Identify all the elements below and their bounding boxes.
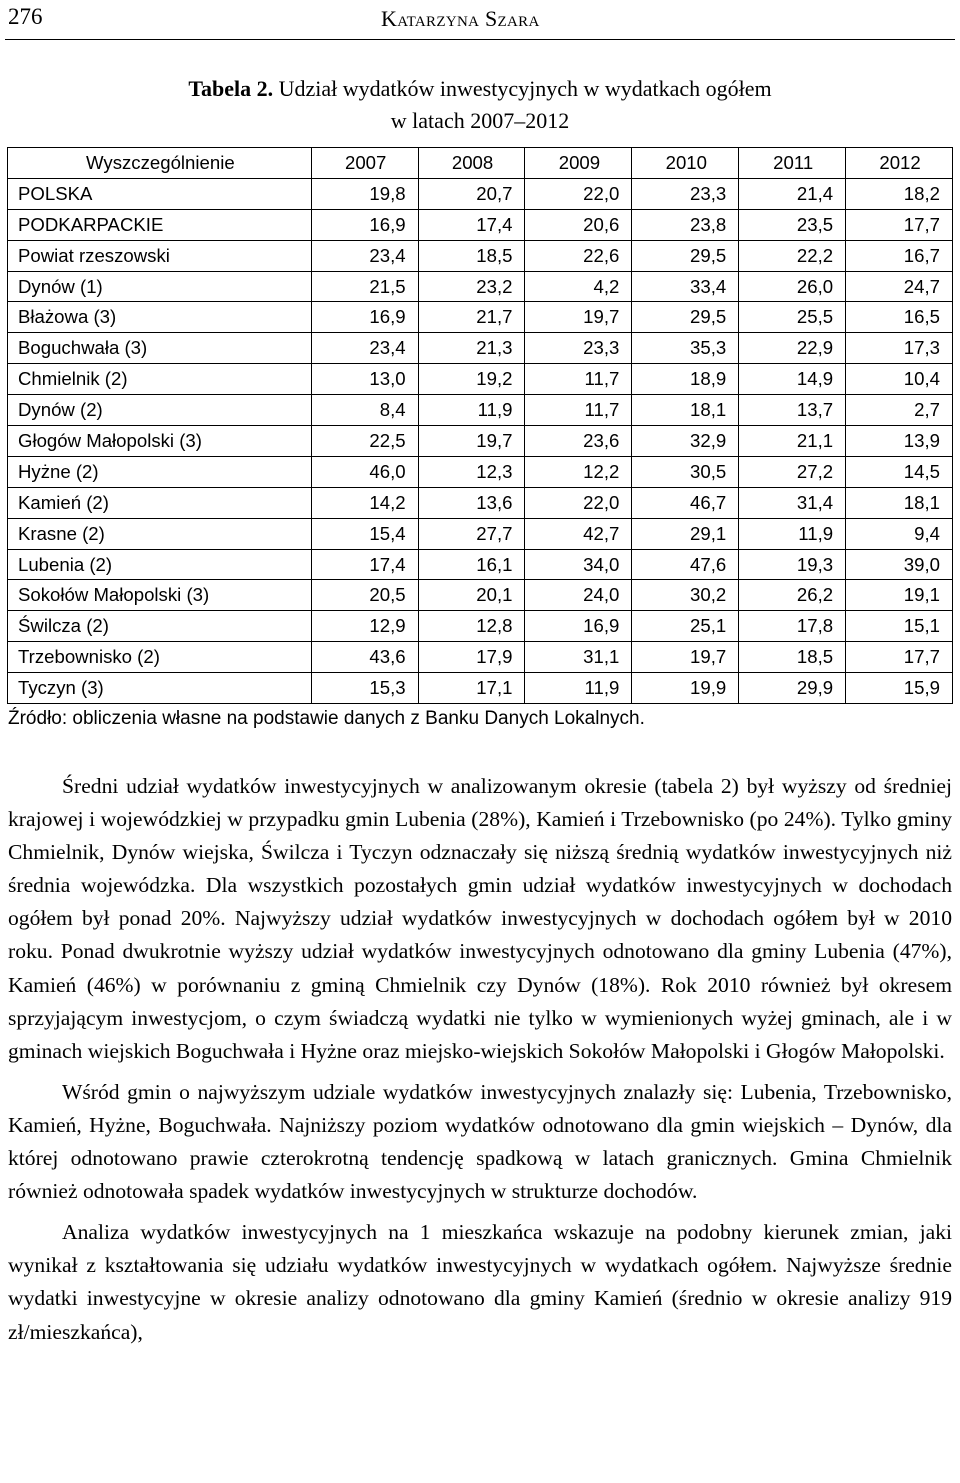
table-cell: 16,5 [846, 302, 953, 333]
table-cell: 13,9 [846, 426, 953, 457]
table-cell: 12,9 [311, 611, 418, 642]
table-cell: 46,7 [632, 487, 739, 518]
row-label: Kamień (2) [8, 487, 312, 518]
table-cell: 19,7 [525, 302, 632, 333]
table-row [8, 456, 953, 487]
table-cell: 17,4 [418, 209, 525, 240]
table-cell: 22,2 [739, 240, 846, 271]
table-cell: 11,9 [418, 395, 525, 426]
table-caption [0, 76, 960, 102]
table-cell: 29,5 [632, 302, 739, 333]
table-cell: 30,5 [632, 456, 739, 487]
table-row [8, 302, 953, 333]
table-cell: 23,3 [632, 178, 739, 209]
column-header-name: Wyszczególnienie [8, 148, 312, 179]
table-cell: 24,0 [525, 580, 632, 611]
body-paragraph: Analiza wydatków inwestycyjnych na 1 mieszkańca wskazuje na podobny kierunek zmian, jaki wynikał z kształtowania się udziału wydatków inwestycyjnych w wydatkach ogółem. Najwyższe średnie wydatki inwestycyjne w okresie analizy odnotowano dla gminy Kamień (średnio w okresie analizy 919 zł/mieszkańca), [8, 1220, 952, 1344]
table-row [8, 271, 953, 302]
table-cell: 15,9 [846, 673, 953, 704]
table-cell: 21,7 [418, 302, 525, 333]
table-cell: 19,7 [632, 642, 739, 673]
table-cell: 20,1 [418, 580, 525, 611]
table-cell: 33,4 [632, 271, 739, 302]
table-cell: 9,4 [846, 518, 953, 549]
table-cell: 16,1 [418, 549, 525, 580]
table-cell: 17,1 [418, 673, 525, 704]
table-cell: 22,6 [525, 240, 632, 271]
table-cell: 14,9 [739, 364, 846, 395]
table-cell: 39,0 [846, 549, 953, 580]
table-cell: 31,4 [739, 487, 846, 518]
row-label: Błażowa (3) [8, 302, 312, 333]
table-caption-label: Tabela 2. [188, 76, 274, 101]
table-cell: 18,5 [739, 642, 846, 673]
table-header-row [8, 148, 953, 179]
table-cell: 23,3 [525, 333, 632, 364]
table-cell: 43,6 [311, 642, 418, 673]
table-cell: 19,9 [632, 673, 739, 704]
table-cell: 8,4 [311, 395, 418, 426]
table-row [8, 487, 953, 518]
table-cell: 17,4 [311, 549, 418, 580]
table-cell: 16,9 [311, 302, 418, 333]
row-label: Hyżne (2) [8, 456, 312, 487]
column-header-year: 2012 [846, 148, 953, 179]
table-cell: 18,5 [418, 240, 525, 271]
table-row [8, 611, 953, 642]
row-label: Sokołów Małopolski (3) [8, 580, 312, 611]
table-row [8, 178, 953, 209]
table-row [8, 518, 953, 549]
table-cell: 23,2 [418, 271, 525, 302]
column-header-year: 2007 [311, 148, 418, 179]
running-head [8, 2, 954, 38]
column-header-year: 2008 [418, 148, 525, 179]
source-note: Źródło: obliczenia własne na podstawie danych z Banku Danych Lokalnych. [8, 708, 645, 729]
table-cell: 11,7 [525, 364, 632, 395]
table-cell: 22,5 [311, 426, 418, 457]
table-cell: 22,9 [739, 333, 846, 364]
body-text [8, 770, 952, 1357]
table-cell: 18,9 [632, 364, 739, 395]
row-label: Powiat rzeszowski [8, 240, 312, 271]
table-row [8, 364, 953, 395]
row-label: Krasne (2) [8, 518, 312, 549]
table-row [8, 395, 953, 426]
table-cell: 23,4 [311, 240, 418, 271]
table-cell: 46,0 [311, 456, 418, 487]
table-cell: 29,5 [632, 240, 739, 271]
table-cell: 29,9 [739, 673, 846, 704]
table-cell: 14,2 [311, 487, 418, 518]
table-caption-line2: w latach 2007–2012 [390, 108, 570, 133]
table-cell: 15,3 [311, 673, 418, 704]
row-label: Trzebownisko (2) [8, 642, 312, 673]
row-label: Tyczyn (3) [8, 673, 312, 704]
table-row [8, 240, 953, 271]
table-row [8, 673, 953, 704]
row-label: Lubenia (2) [8, 549, 312, 580]
table-cell: 21,4 [739, 178, 846, 209]
table-cell: 27,2 [739, 456, 846, 487]
table-cell: 17,7 [846, 209, 953, 240]
table-cell: 10,4 [846, 364, 953, 395]
table-cell: 21,3 [418, 333, 525, 364]
data-table [7, 147, 953, 704]
body-paragraph: Wśród gmin o najwyższym udziale wydatków inwestycyjnych znalazły się: Lubenia, Trzebownisko, Kamień, Hyżne, Boguchwała. Najniższy poziom wydatków odnotowano dla gmin wiejskich – Dynów, dla której odnotowano prawie czterokrotną tendencję spadkową w latach granicznych. Gmina Chmielnik również odnotowała spadek wydatków inwestycyjnych w strukturze dochodów. [8, 1079, 952, 1204]
table-cell: 42,7 [525, 518, 632, 549]
table-cell: 22,0 [525, 178, 632, 209]
body-paragraph: Średni udział wydatków inwestycyjnych w analizowanym okresie (tabela 2) był wyższy od średniej krajowej i wojewódzkiej w przypadku gmin Lubenia (28%), Kamień i Trzebownisko (po 24%). Tylko gminy Chmielnik, Dynów wiejska, Świlcza i Tyczyn odznaczały się niższą średnią wydatków inwestycyjnych niż średnia wojewódzka. Dla wszystkich pozostałych gmin udział wydatków inwestycyjnych w dochodach ogółem był ponad 20%. Najwyższy udział wydatków inwestycyjnych w dochodach ogółem był w 2010 roku. Ponad dwukrotnie wyższy udział wydatków inwestycyjnych odnotowano dla gminy Lubenia (47%), Kamień (46%) w porównaniu z gminą Chmielnik czy Dynów (18%). Rok 2010 również był okresem sprzyjającym inwestycjom, o czym świadczą wydatki nie tylko w wymienionych wyżej gminach, ale i w gminach wiejskich Boguchwała i Hyżne oraz miejsko-wiejskich Sokołów Małopolski i Głogów Małopolski. [8, 774, 952, 1063]
table-cell: 34,0 [525, 549, 632, 580]
table-cell: 25,1 [632, 611, 739, 642]
table-cell: 29,1 [632, 518, 739, 549]
table-cell: 11,7 [525, 395, 632, 426]
table-cell: 19,7 [418, 426, 525, 457]
table-cell: 27,7 [418, 518, 525, 549]
table-cell: 16,9 [525, 611, 632, 642]
table-cell: 23,4 [311, 333, 418, 364]
row-label: Głogów Małopolski (3) [8, 426, 312, 457]
table-cell: 13,0 [311, 364, 418, 395]
table-cell: 19,3 [739, 549, 846, 580]
row-label: Chmielnik (2) [8, 364, 312, 395]
table-cell: 20,6 [525, 209, 632, 240]
table-cell: 16,7 [846, 240, 953, 271]
table-cell: 15,1 [846, 611, 953, 642]
table-cell: 13,6 [418, 487, 525, 518]
row-label: PODKARPACKIE [8, 209, 312, 240]
running-head-author: Katarzyna Szara [381, 6, 540, 31]
row-label: Boguchwała (3) [8, 333, 312, 364]
column-header-year: 2009 [525, 148, 632, 179]
table-cell: 18,2 [846, 178, 953, 209]
table-cell: 14,5 [846, 456, 953, 487]
table-cell: 47,6 [632, 549, 739, 580]
table-cell: 22,0 [525, 487, 632, 518]
table-cell: 17,7 [846, 642, 953, 673]
table-cell: 35,3 [632, 333, 739, 364]
table-cell: 4,2 [525, 271, 632, 302]
table-cell: 25,5 [739, 302, 846, 333]
table-cell: 12,8 [418, 611, 525, 642]
header-rule [5, 39, 955, 40]
table-cell: 12,3 [418, 456, 525, 487]
table-cell: 31,1 [525, 642, 632, 673]
table-cell: 17,3 [846, 333, 953, 364]
column-header-year: 2011 [739, 148, 846, 179]
table-cell: 32,9 [632, 426, 739, 457]
row-label: Dynów (2) [8, 395, 312, 426]
table-body [8, 178, 953, 703]
table-cell: 26,0 [739, 271, 846, 302]
table-row [8, 426, 953, 457]
table-cell: 11,9 [525, 673, 632, 704]
table-cell: 12,2 [525, 456, 632, 487]
table-cell: 17,8 [739, 611, 846, 642]
table-cell: 20,7 [418, 178, 525, 209]
table-cell: 23,5 [739, 209, 846, 240]
row-label: Dynów (1) [8, 271, 312, 302]
table-cell: 16,9 [311, 209, 418, 240]
table-cell: 26,2 [739, 580, 846, 611]
table-cell: 18,1 [846, 487, 953, 518]
row-label: POLSKA [8, 178, 312, 209]
column-header-year: 2010 [632, 148, 739, 179]
table-cell: 30,2 [632, 580, 739, 611]
table-row [8, 549, 953, 580]
table-cell: 15,4 [311, 518, 418, 549]
table-cell: 23,6 [525, 426, 632, 457]
table-cell: 19,1 [846, 580, 953, 611]
table-row [8, 209, 953, 240]
table-cell: 17,9 [418, 642, 525, 673]
table-cell: 20,5 [311, 580, 418, 611]
table-cell: 18,1 [632, 395, 739, 426]
table-caption-title: Udział wydatków inwestycyjnych w wydatkach ogółem [278, 76, 772, 101]
table-cell: 13,7 [739, 395, 846, 426]
table-cell: 19,8 [311, 178, 418, 209]
table-cell: 2,7 [846, 395, 953, 426]
table-cell: 21,1 [739, 426, 846, 457]
table-row [8, 580, 953, 611]
row-label: Świlcza (2) [8, 611, 312, 642]
table-row [8, 642, 953, 673]
table-cell: 19,2 [418, 364, 525, 395]
table-cell: 11,9 [739, 518, 846, 549]
table-row [8, 333, 953, 364]
table-cell: 21,5 [311, 271, 418, 302]
page-number: 276 [8, 4, 43, 29]
table-cell: 23,8 [632, 209, 739, 240]
table-cell: 24,7 [846, 271, 953, 302]
